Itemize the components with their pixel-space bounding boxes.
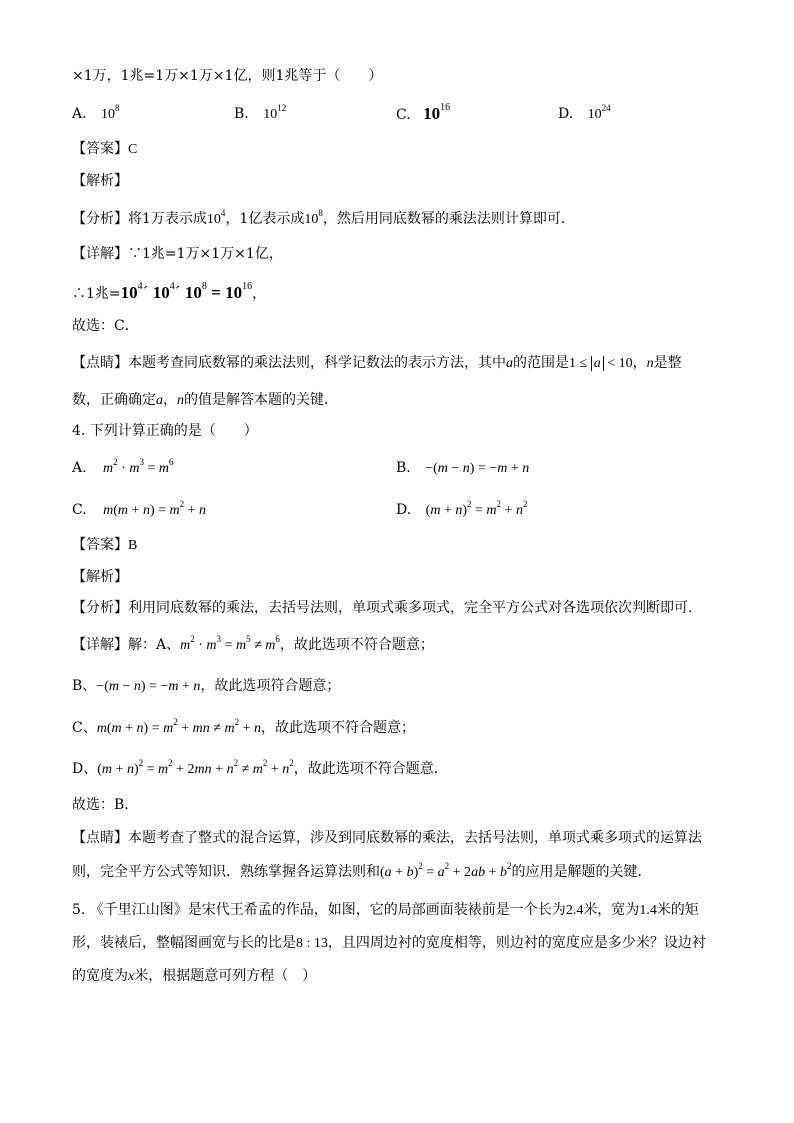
calc-term: 10 bbox=[184, 283, 202, 302]
q5-text: 米的矩 bbox=[656, 902, 699, 918]
power-base: 10 bbox=[206, 212, 221, 227]
q5-value: 1.4 bbox=[639, 903, 657, 918]
q3-answer bbox=[72, 139, 137, 160]
calc-end: ， bbox=[252, 286, 267, 302]
answer-tag: 【答案】 bbox=[72, 537, 128, 553]
q4-option-d bbox=[396, 500, 527, 521]
q4-stem: 4. 下列计算正确的是（ ） bbox=[72, 423, 258, 439]
q5-line1 bbox=[72, 900, 699, 921]
option-formula: $(m + n)^2 = m^2 + n^2$ bbox=[425, 499, 528, 518]
q3-stem: ×1万，1兆=1万×1万×1亿，则1兆等于（ ） bbox=[72, 68, 383, 84]
dianjing-text: 本题考查同底数幂的乘法法则，科学记数法的表示方法，其中 bbox=[128, 355, 506, 371]
math-abs: a bbox=[591, 356, 604, 371]
calc-sep: ´ bbox=[174, 283, 181, 302]
q4-xiangjie-d bbox=[72, 759, 448, 780]
xiangjie-text: 解：A、 bbox=[128, 637, 181, 653]
q4-fenxi bbox=[72, 598, 702, 618]
xiangjie-tag: 【详解】 bbox=[72, 246, 128, 262]
q5-text: 米，根据题意可列方程（ ） bbox=[134, 968, 317, 984]
xiangjie-text: B、 bbox=[72, 678, 97, 694]
xiangjie-text: ，故此选项不符合题意； bbox=[279, 637, 434, 653]
option-label: A. bbox=[72, 460, 87, 476]
calc-term: 10 bbox=[120, 283, 138, 302]
xiangjie-text: D、 bbox=[72, 761, 98, 777]
fenxi-tag: 【分析】 bbox=[72, 211, 128, 227]
q5-text: 形，装裱后，整幅图画宽与长的比是 bbox=[72, 935, 296, 951]
dianjing-text: ， bbox=[632, 355, 647, 371]
option-value-base: 10 bbox=[423, 104, 441, 123]
dianjing-text: 的范围是 bbox=[513, 355, 569, 371]
option-label: D. bbox=[396, 502, 412, 518]
dianjing-text: 本题考查了整式的混合运算，涉及到同底数幂的乘法，去括号法则，单项式乘多项式的运算法 bbox=[128, 830, 702, 846]
xiangjie-text: ∵1兆=1万×1万×1亿， bbox=[128, 246, 283, 262]
calc-term: 10 bbox=[225, 283, 243, 302]
q5-text: 的宽度为 bbox=[72, 968, 128, 984]
calc-term: 10 bbox=[152, 283, 170, 302]
q4-option-a bbox=[72, 458, 173, 479]
dianjing-text: ， bbox=[163, 392, 177, 408]
formula: $(m + n)^2 = m^2 + 2mn + n^2 \ne m^2 + n^2$ bbox=[97, 758, 294, 777]
power-base: 10 bbox=[304, 212, 319, 227]
option-label: C. bbox=[72, 502, 87, 518]
q4-analysis-tag: 【解析】 bbox=[72, 569, 128, 585]
q4-xiangjie-a bbox=[72, 635, 434, 656]
dianjing-text: 则，完全平方公式等知识．熟练掌握各运算法则和 bbox=[72, 864, 380, 880]
q5-text: 米，宽为 bbox=[583, 902, 640, 918]
q3-calculation bbox=[72, 283, 266, 304]
answer-tag: 【答案】 bbox=[72, 141, 128, 157]
xiangjie-text: ，故此选项不符合题意； bbox=[260, 720, 415, 736]
q4-choice: 故选：B． bbox=[72, 797, 139, 813]
option-value-base: 10 bbox=[101, 107, 116, 122]
q5-line2 bbox=[72, 933, 706, 954]
fenxi-text: 利用同底数幂的乘法，去括号法则，单项式乘多项式，完全平方公式对各选项依次判断即可． bbox=[128, 600, 702, 616]
math-var: a bbox=[156, 393, 163, 408]
q4-dianjing-line1 bbox=[72, 828, 702, 848]
formula: $(a + b)^2 = a^2 + 2ab + b^2$ bbox=[380, 861, 512, 880]
power-exp: 4 bbox=[220, 208, 226, 218]
q3-option-c bbox=[396, 104, 450, 125]
q4-option-c bbox=[72, 500, 206, 521]
answer-value: C bbox=[128, 142, 138, 157]
xiangjie-text: ，故此选项符合题意； bbox=[200, 678, 341, 694]
math-range: 1 ≤ bbox=[569, 356, 591, 371]
dianjing-text: 数，正确确定 bbox=[72, 392, 156, 408]
fenxi-text: 将1万表示成 bbox=[128, 211, 207, 227]
calc-eq: = bbox=[206, 283, 226, 302]
option-label: D. bbox=[558, 106, 574, 122]
option-label: B. bbox=[234, 106, 249, 122]
q3-choice: 故选：C． bbox=[72, 318, 139, 334]
option-value-base: 10 bbox=[587, 107, 602, 122]
formula: $m^2 \cdot m^3 = m^5 \ne m^6$ bbox=[180, 634, 280, 653]
calc-exp: 8 bbox=[201, 281, 207, 292]
option-value-exp: 24 bbox=[601, 103, 611, 113]
calc-exp: 4 bbox=[137, 281, 143, 292]
q3-fenxi bbox=[72, 209, 575, 230]
math-var: n bbox=[177, 393, 184, 408]
q4-xiangjie-c bbox=[72, 718, 415, 739]
answer-value: B bbox=[128, 538, 138, 553]
dianjing-text: 的应用是解题的关键． bbox=[511, 864, 652, 880]
q4-answer bbox=[72, 535, 137, 556]
q5-value: 2.4 bbox=[565, 903, 584, 918]
option-formula: −(m − n) = −m + n bbox=[425, 461, 530, 476]
q5-ratio: 8 : 13 bbox=[296, 936, 328, 951]
option-value-exp: 12 bbox=[277, 103, 287, 113]
q5-line3 bbox=[72, 966, 316, 987]
formula: −(m − n) = −m + n bbox=[96, 679, 201, 694]
calc-prefix: ∴1兆= bbox=[72, 286, 121, 302]
xiangjie-tag: 【详解】 bbox=[72, 637, 128, 653]
option-value-base: 10 bbox=[263, 107, 278, 122]
xiangjie-text: C、 bbox=[72, 720, 97, 736]
option-value-exp: 16 bbox=[440, 102, 451, 113]
fenxi-text: ，然后用同底数幂的乘法法则计算即可． bbox=[322, 211, 575, 227]
q5-text: ，且四周边衬的宽度相等，则边衬的宽度应是多少米？设边衬 bbox=[327, 935, 706, 951]
q3-option-a bbox=[72, 104, 120, 125]
option-label: A. bbox=[72, 106, 87, 122]
xiangjie-text: ，故此选项不符合题意． bbox=[293, 761, 448, 777]
dianjing-text: 的值是解答本题的关键． bbox=[184, 392, 338, 408]
q5-text: 5. 《千里江山图》是宋代王希孟的作品，如图，它的局部画面装裱前是一个长为 bbox=[72, 902, 566, 918]
calc-exp: 4 bbox=[169, 281, 175, 292]
fenxi-tag: 【分析】 bbox=[72, 600, 128, 616]
q3-analysis-tag: 【解析】 bbox=[72, 173, 128, 189]
dianjing-tag: 【点睛】 bbox=[72, 355, 128, 371]
option-formula: $m^2 \cdot m^3 = m^6$ bbox=[103, 457, 174, 476]
math-var: a bbox=[506, 356, 513, 371]
math-range: < 10 bbox=[603, 356, 633, 371]
option-label: C. bbox=[396, 107, 411, 123]
q4-option-b bbox=[396, 458, 529, 479]
fenxi-text: ，1亿表示成 bbox=[225, 211, 305, 227]
q3-xiangjie bbox=[72, 244, 283, 264]
calc-exp: 16 bbox=[242, 281, 253, 292]
calc-sep: ´ bbox=[142, 283, 149, 302]
option-value-exp: 8 bbox=[115, 103, 120, 113]
q3-dianjing-line1 bbox=[72, 353, 682, 374]
dianjing-text: 是整 bbox=[653, 355, 682, 371]
math-var: n bbox=[646, 356, 654, 371]
math-var: x bbox=[128, 969, 135, 984]
formula: $m(m + n) = m^2$ + mn ≠ $m^2 + n$ bbox=[96, 717, 261, 736]
q3-option-d bbox=[558, 104, 611, 125]
dianjing-tag: 【点睛】 bbox=[72, 830, 128, 846]
option-label: B. bbox=[396, 460, 411, 476]
option-formula: $m(m + n) = m^2 + n$ bbox=[103, 499, 207, 518]
q3-option-b bbox=[234, 104, 286, 125]
q3-dianjing-line2 bbox=[72, 390, 338, 411]
q4-xiangjie-b bbox=[72, 676, 340, 697]
q4-dianjing-line2 bbox=[72, 862, 651, 883]
power-exp: 8 bbox=[318, 208, 323, 218]
